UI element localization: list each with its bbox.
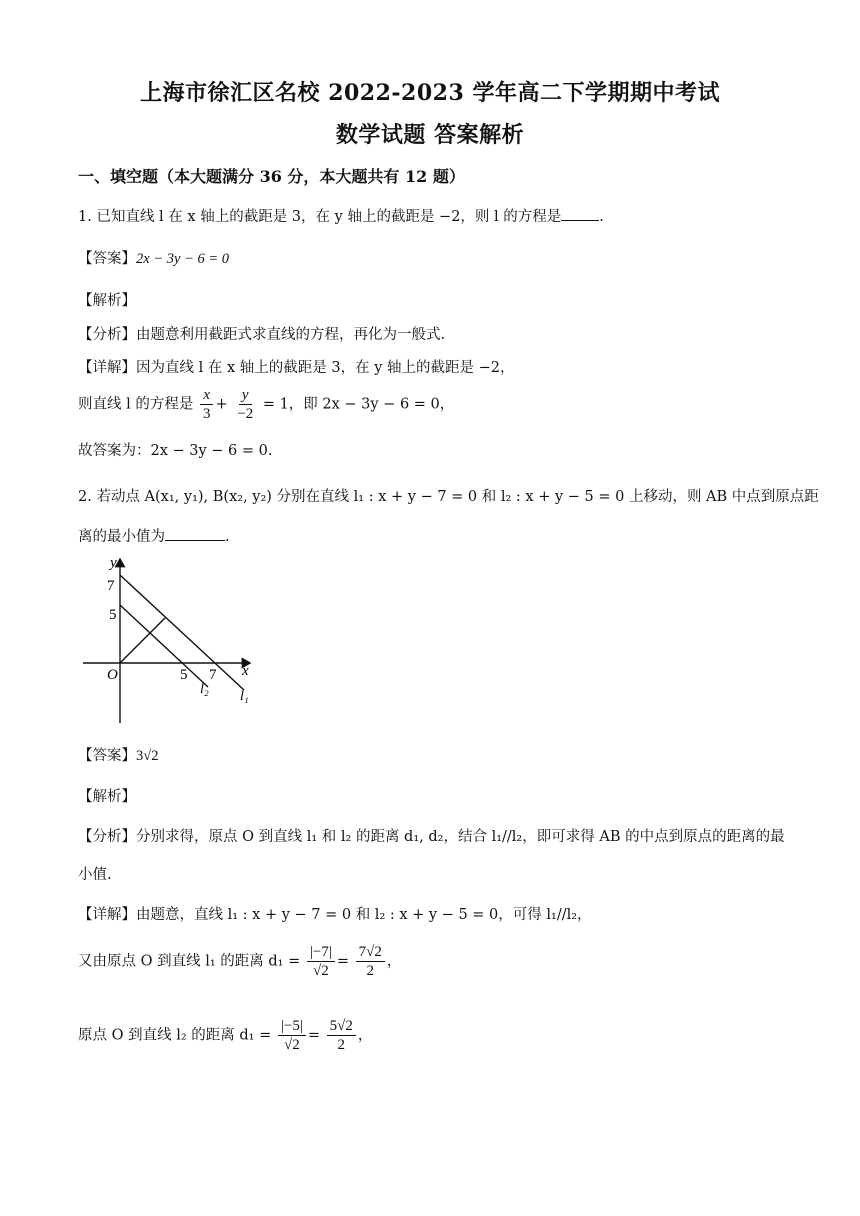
q1-answer-blank <box>561 208 599 221</box>
l2-label: l₂ <box>200 682 209 697</box>
q1-stem-end: . <box>599 209 604 225</box>
tick-x-7: 7 <box>209 667 217 683</box>
q2-d2-num2: 5√2 <box>327 1017 356 1036</box>
q2-detail-3-post: ， <box>357 1027 373 1044</box>
q1-detail-2: 则直线 l 的方程是 $\frac{x}{3}$ + $\frac{y}{-2}$ = 1，即 2x − 3y − 6 = 0， <box>78 387 455 422</box>
q2-answer-label: 【答案】 <box>78 748 136 764</box>
q2-d2-fraction <box>278 1017 306 1054</box>
q2-d1-fraction-simplified <box>356 943 385 980</box>
q2-d2-den: √2 <box>283 1037 300 1053</box>
q1-frac1-den: 3 <box>202 406 211 422</box>
q2-stem-2-end: . <box>225 529 230 545</box>
q2-fenxi-1: 【分析】分别求得，原点 O 到直线 l₁ 和 l₂ 的距离 d₁, d₂，结合 l₁//l₂，即可求得 AB 的中点到原点的距离的最 <box>78 829 785 845</box>
q1-answer-label: 【答案】 <box>78 251 136 267</box>
q1-fenxi: 【分析】由题意利用截距式求直线的方程，再化为一般式. <box>78 327 446 343</box>
q1-frac2-num: y <box>239 386 252 405</box>
q2-d1-den2: 2 <box>366 963 374 979</box>
l1-label: l₁ <box>240 689 249 704</box>
tick-y-5: 5 <box>109 607 117 623</box>
q2-stem-1: 2. 若动点 A(x₁, y₁), B(x₂, y₂) 分别在直线 l₁ : x + y − 7 = 0 和 l₂ : x + y − 5 = 0 上移动，则 AB 中点到原点距 <box>78 489 819 505</box>
q2-fenxi-2: 小值. <box>78 867 112 883</box>
q2-answer-value: 3√2 <box>136 748 159 764</box>
origin-label: O <box>107 667 118 683</box>
tick-x-5: 5 <box>180 667 188 683</box>
q2-answer-blank <box>165 528 225 541</box>
q2-d2-den2: 2 <box>337 1037 345 1053</box>
q2-detail-1: 【详解】由题意，直线 l₁ : x + y − 7 = 0 和 l₂ : x + y − 5 = 0，可得 l₁//l₂， <box>78 907 592 923</box>
q2-detail-3-pre: 原点 O 到直线 l₂ 的距离 d₁ = <box>78 1027 272 1044</box>
q2-d1-fraction <box>307 943 335 980</box>
q2-detail-2: 又由原点 O 到直线 l₁ 的距离 d₁ = $\frac{|-7|}{√2}$ = $\frac{7√2}{2}$ ， <box>78 944 402 979</box>
q2-answer <box>78 744 158 765</box>
q2-d1-den: √2 <box>312 963 329 979</box>
q1-stem <box>78 205 604 226</box>
document-subtitle: 数学试题 答案解析 <box>335 122 525 148</box>
q2-detail-3: 原点 O 到直线 l₂ 的距离 d₁ = $\frac{|-5|}{√2}$ = $\frac{5√2}{2}$ ， <box>78 1018 373 1053</box>
q1-frac2-den: −2 <box>237 406 254 422</box>
section-heading-fill-in: 一、填空题（本大题满分 36 分，本大题共有 12 题） <box>78 167 465 186</box>
q2-stem-2-text: 离的最小值为 <box>78 529 165 545</box>
q2-d2-num: |−5| <box>278 1017 306 1036</box>
document-title: 上海市徐汇区名校 2022-2023 学年高二下学期期中考试 <box>140 80 720 106</box>
q1-final-answer: 故答案为：2x − 3y − 6 = 0. <box>78 443 273 459</box>
q2-d1-num2: 7√2 <box>356 943 385 962</box>
q1-analysis-label: 【解析】 <box>78 293 136 309</box>
y-axis-label: y <box>110 555 117 571</box>
q1-stem-text: 1. 已知直线 l 在 x 轴上的截距是 3，在 y 轴上的截距是 −2，则 l 的方程是 <box>78 209 562 225</box>
q2-detail-2-post: ， <box>386 953 402 970</box>
tick-y-7: 7 <box>107 578 115 594</box>
q1-frac1-num: x <box>200 386 213 405</box>
q1-detail-2-pre: 则直线 l 的方程是 <box>78 396 194 413</box>
q2-analysis-label: 【解析】 <box>78 789 136 805</box>
q2-detail-2-pre: 又由原点 O 到直线 l₁ 的距离 d₁ = <box>78 953 301 970</box>
q2-stem-2 <box>78 525 230 546</box>
line-l2 <box>120 605 208 687</box>
q1-detail-2-post: = 1，即 2x − 3y − 6 = 0， <box>262 396 455 413</box>
q1-answer <box>78 247 229 268</box>
q1-detail-1: 【详解】因为直线 l 在 x 轴上的截距是 3，在 y 轴上的截距是 −2， <box>78 360 515 376</box>
q2-coordinate-figure <box>78 555 268 730</box>
q1-fraction-x <box>200 386 214 423</box>
q2-d1-num: |−7| <box>307 943 335 962</box>
q1-fraction-y <box>234 386 256 423</box>
q2-d2-fraction-simplified <box>327 1017 356 1054</box>
q1-answer-value: 2x − 3y − 6 = 0 <box>136 251 229 267</box>
x-axis-label: x <box>242 663 249 679</box>
